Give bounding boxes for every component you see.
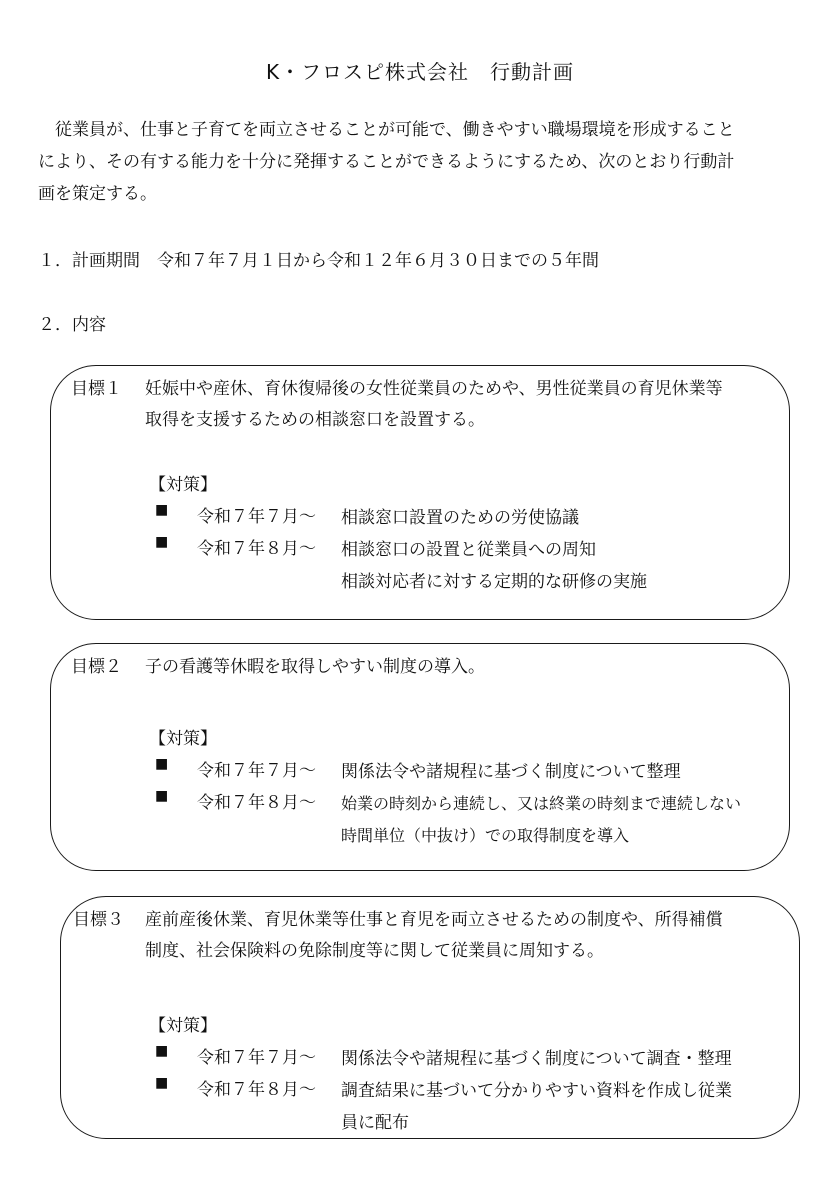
measure-date: 令和７年８月～ <box>197 539 316 559</box>
goal-box-2 <box>50 643 790 871</box>
goal-description-line: 産前産後休業、育児休業等仕事と育児を両立させるための制度や、所得補償 <box>145 910 723 930</box>
goal-label: 目標１ <box>71 379 122 399</box>
square-bullet-icon: ■ <box>155 1043 169 1059</box>
measure-date: 令和７年８月～ <box>197 793 316 813</box>
intro-line: 従業員が、仕事と子育てを両立させることが可能で、働きやすい職場環境を形成すること <box>55 120 735 140</box>
measure-description-line: 相談対応者に対する定期的な研修の実施 <box>341 572 647 592</box>
measure-description <box>341 756 681 788</box>
measure-description-line: 調査結果に基づいて分かりやすい資料を作成し従業 <box>341 1081 732 1101</box>
measure-date: 令和７年８月～ <box>197 1080 316 1100</box>
measure-description-line: 相談窓口の設置と従業員への周知 <box>341 540 596 560</box>
measures-heading: 【対策】 <box>149 475 217 495</box>
measure-description-line: 関係法令や諸規程に基づく制度について調査・整理 <box>341 1049 732 1069</box>
goal-description-line: 妊娠中や産休、育休復帰後の女性従業員のためや、男性従業員の育児休業等 <box>145 379 723 399</box>
measure-date: 令和７年７月～ <box>197 1048 316 1068</box>
measure-date: 令和７年７月～ <box>197 761 316 781</box>
intro-paragraph <box>38 114 808 210</box>
measure-description <box>341 1075 732 1139</box>
square-bullet-icon: ■ <box>155 502 169 518</box>
content-heading: ２．内容 <box>38 315 106 335</box>
measure-description-line: 始業の時刻から連続し、又は終業の時刻まで連続しない <box>341 794 742 813</box>
measure-description-line: 時間単位（中抜け）での取得制度を導入 <box>341 826 630 845</box>
goal-box-3 <box>60 896 800 1139</box>
document-title: K・フロスピ株式会社 行動計画 <box>265 60 575 84</box>
measure-description-line: 相談窓口設置のための労使協議 <box>341 508 579 528</box>
goal-label: 目標３ <box>73 910 124 930</box>
square-bullet-icon: ■ <box>155 788 169 804</box>
goal-description <box>145 374 723 436</box>
goal-description-line: 取得を支援するための相談窓口を設置する。 <box>145 410 485 430</box>
goal-description-line: 子の看護等休暇を取得しやすい制度の導入。 <box>145 657 485 677</box>
square-bullet-icon: ■ <box>155 534 169 550</box>
measure-date: 令和７年７月～ <box>197 507 316 527</box>
intro-line: 画を策定する。 <box>38 184 157 204</box>
goal-description-line: 制度、社会保険料の免除制度等に関して従業員に周知する。 <box>145 941 604 961</box>
measures-heading: 【対策】 <box>149 1016 217 1036</box>
measure-description-line: 関係法令や諸規程に基づく制度について整理 <box>341 762 681 782</box>
measure-description <box>341 534 647 598</box>
intro-line: により、その有する能力を十分に発揮することができるようにするため、次のとおり行動計 <box>38 152 735 172</box>
goal-description <box>145 905 723 967</box>
measure-description <box>341 502 579 534</box>
measure-description <box>341 788 741 852</box>
goal-box-1 <box>50 365 790 620</box>
goal-label: 目標２ <box>71 657 122 677</box>
goal-description <box>145 652 485 683</box>
measures-heading: 【対策】 <box>149 729 217 749</box>
square-bullet-icon: ■ <box>155 756 169 772</box>
square-bullet-icon: ■ <box>155 1075 169 1091</box>
plan-period: １．計画期間 令和７年７月１日から令和１２年６月３０日までの５年間 <box>38 251 599 271</box>
measure-description <box>341 1043 732 1075</box>
measure-description-line: 員に配布 <box>341 1113 409 1133</box>
